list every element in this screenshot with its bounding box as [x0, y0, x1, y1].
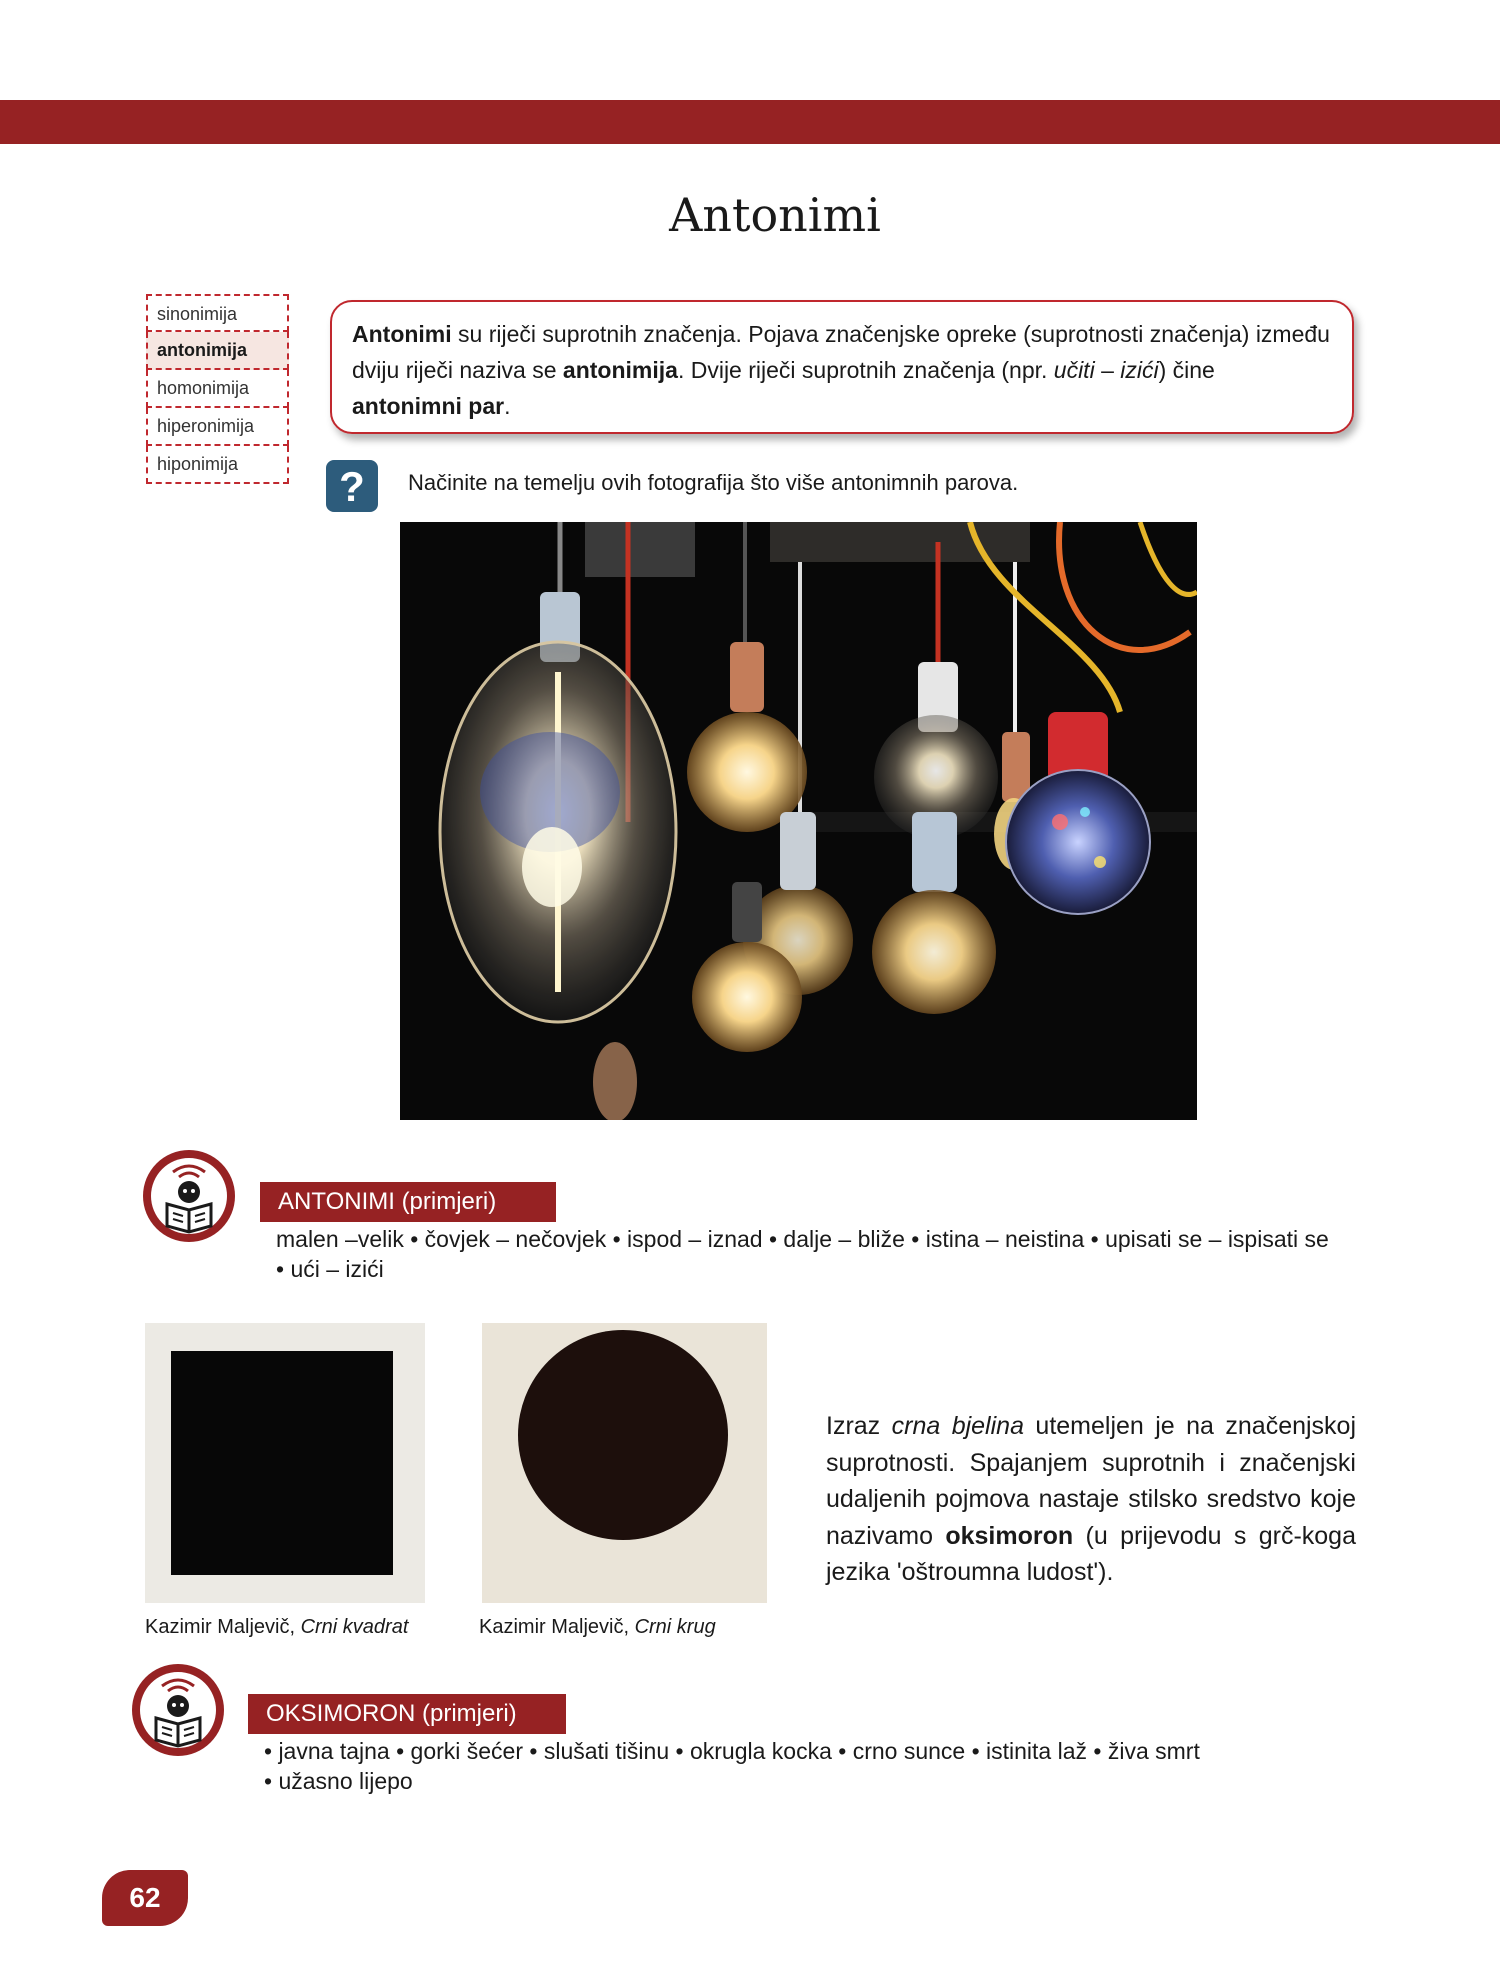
reading-icon-antonimi [143, 1150, 235, 1242]
top-color-band [0, 100, 1500, 144]
reader-icon-art [132, 1664, 224, 1756]
def-text-2: . Dvije riječi suprotnih značenja (npr. [677, 357, 1054, 383]
black-circle-painting [482, 1323, 767, 1603]
page-number: 62 [102, 1870, 188, 1926]
oks-text-2: utemeljen je na značenjskoj suprotnosti. Spajanjem suprotnih i značenjski udaljenih pojmova nastaje stilsko sredstvo koje nazivamo [826, 1412, 1357, 1550]
page-title: Antonimi [669, 188, 881, 242]
def-dash: – [1094, 357, 1121, 383]
light-bulbs-photo [400, 522, 1197, 1120]
sidenav [146, 294, 289, 484]
sidenav-item-hiponimija[interactable]: hiponimija [146, 446, 289, 484]
sidenav-item-homonimija[interactable]: homonimija [146, 370, 289, 408]
def-text-3: ) čine [1158, 357, 1215, 383]
def-period: . [504, 393, 511, 419]
caption-black-square [145, 1616, 408, 1639]
black-square [171, 1351, 393, 1575]
sidenav-item-sinonimija[interactable]: sinonimija [146, 294, 289, 332]
black-square-painting [145, 1323, 425, 1603]
oks-text-3: (u prijevodu s grč-koga jezika 'oštroumna ludost'). [826, 1521, 1356, 1586]
oks-text-1: Izraz [826, 1412, 892, 1440]
caption-black-circle [479, 1616, 716, 1639]
reader-icon-art [143, 1150, 235, 1242]
oksimoron-examples-ribbon: OKSIMORON (primjeri) [248, 1694, 566, 1734]
def-example-2: izići [1120, 357, 1159, 383]
antonimi-examples-ribbon: ANTONIMI (primjeri) [260, 1182, 556, 1222]
oks-example: crna bjelina [891, 1412, 1024, 1440]
reading-icon-oksimoron [132, 1664, 224, 1756]
def-term: Antonimi [352, 321, 452, 347]
antonimi-examples-line2: • ući – izići [276, 1256, 384, 1282]
question-icon: ? [326, 460, 378, 512]
question-text: Načinite na temelju ovih fotografija što više antonimnih parova. [408, 470, 1019, 495]
oksimoron-examples-line2: • užasno lijepo [264, 1768, 413, 1794]
caption-author: Kazimir Maljevič, [145, 1616, 301, 1638]
def-example-1: učiti [1053, 357, 1095, 383]
sidenav-item-hiperonimija[interactable]: hiperonimija [146, 408, 289, 446]
sidenav-item-antonimija[interactable]: antonimija [146, 332, 289, 370]
caption-title: Crni kvadrat [300, 1616, 409, 1638]
definition-box [330, 300, 1354, 434]
caption-author: Kazimir Maljevič, [479, 1616, 635, 1638]
black-circle [518, 1330, 728, 1540]
def-term-antonimija: antonimija [562, 357, 678, 383]
light-bulbs-illustration [400, 522, 1197, 1120]
oks-term: oksimoron [945, 1521, 1074, 1550]
oksimoron-explanation [826, 1408, 1356, 1591]
caption-title: Crni krug [634, 1616, 716, 1638]
def-text: su riječi suprotnih značenja. Pojava značenjske opreke (suprotnosti značenja) između dviju riječi naziva se [352, 321, 1330, 383]
def-term-par: antonimni par [352, 393, 505, 419]
oksimoron-examples-line1: • javna tajna • gorki šećer • slušati tišinu • okrugla kocka • crno sunce • istinita laž • živa smrt [264, 1738, 1200, 1764]
antonimi-examples-line1: malen –velik • čovjek – nečovjek • ispod – iznad • dalje – bliže • istina – neistina • upisati se – ispisati se [276, 1226, 1329, 1252]
